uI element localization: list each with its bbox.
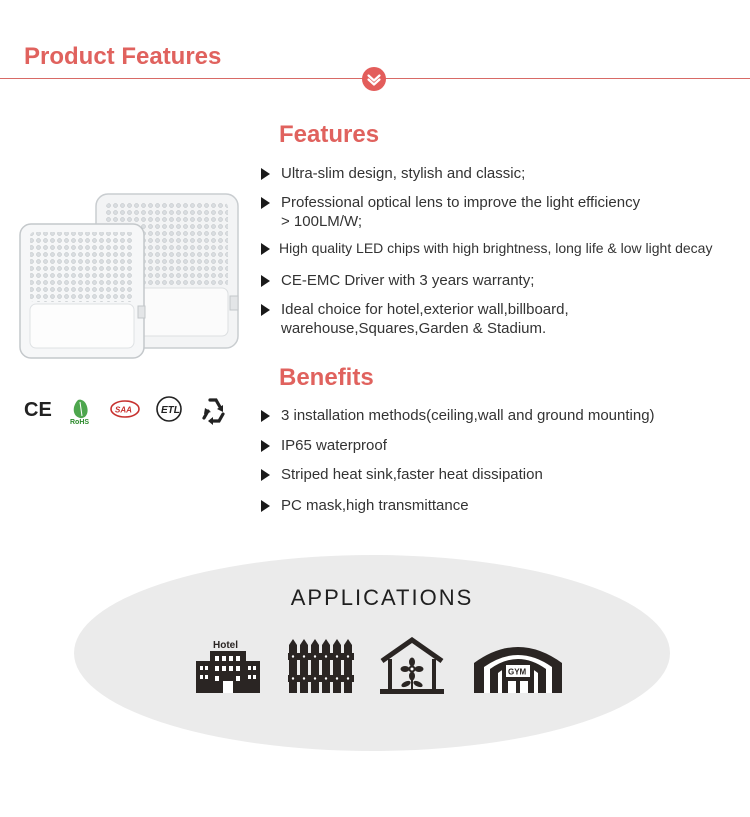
fence-icon [288,637,354,693]
triangle-bullet-icon [261,275,270,287]
svg-text:ETL: ETL [161,405,180,416]
features-heading: Features [279,121,380,148]
feature-item: CE-EMC Driver with 3 years warranty; [261,271,534,290]
benefit-item: 3 installation methods(ceiling,wall and ground mounting) [261,406,655,425]
svg-text:SAA: SAA [115,405,132,415]
benefit-item: Striped heat sink,faster heat dissipation [261,465,543,484]
triangle-bullet-icon [261,168,270,180]
benefit-item: PC mask,high transmittance [261,496,469,515]
etl-mark [157,397,181,421]
triangle-bullet-icon [261,440,270,452]
gym-icon [472,637,564,695]
benefits-heading: Benefits [279,364,374,391]
svg-text:Hotel: Hotel [213,640,238,651]
triangle-bullet-icon [261,197,270,209]
triangle-bullet-icon [261,410,270,422]
feature-item: Ultra-slim design, stylish and classic; [261,164,525,183]
rohs-mark [70,400,89,426]
feature-item: Professional optical lens to improve the light efficiency > 100LM/W; [261,193,640,231]
floodlight-product-image [14,188,244,364]
certification-marks [24,394,234,426]
applications-heading: APPLICATIONS [290,585,474,610]
feature-item: Ideal choice for hotel,exterior wall,billboard, warehouse,Squares,Garden & Stadium. [261,300,569,338]
triangle-bullet-icon [261,243,270,255]
benefit-item: IP65 waterproof [261,436,387,455]
triangle-bullet-icon [261,500,270,512]
saa-mark [111,401,139,417]
feature-item: High quality LED chips with high brightness, long life & low light decay [261,239,712,258]
hotel-icon [194,637,262,695]
svg-text:GYM: GYM [508,667,527,677]
svg-text:RoHS: RoHS [70,419,90,426]
triangle-bullet-icon [261,304,270,316]
chevron-down-icon[interactable] [362,67,386,91]
recycle-icon [204,400,223,425]
ce-mark: CE [24,399,52,421]
triangle-bullet-icon [261,469,270,481]
page-title: Product Features [24,43,222,70]
garden-house-icon [378,637,446,695]
